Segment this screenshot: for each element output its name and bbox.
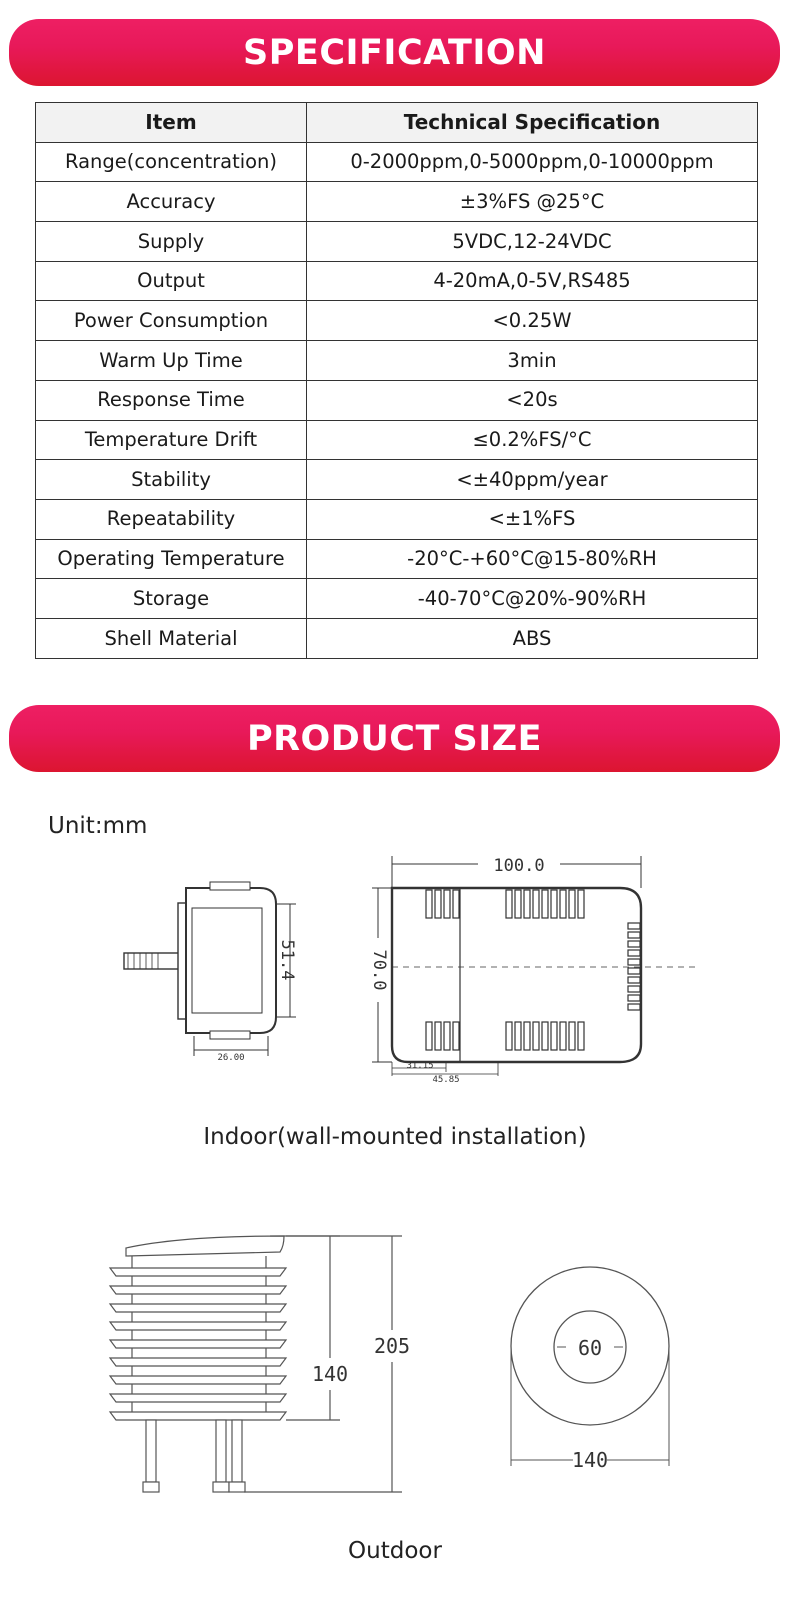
spec-value: ≤0.2%FS/°C [307,420,758,460]
unit-label: Unit:mm [48,813,148,839]
spec-item: Range(concentration) [36,142,307,182]
specification-table [35,102,758,659]
outdoor-dimension-drawing [0,1228,790,1518]
dim-total-height-label: 205 [373,1334,411,1358]
table-row [36,182,758,222]
table-row [36,420,758,460]
dim-side-height-label: 51.4 [277,939,297,981]
table-row [36,380,758,420]
dim-hole-offset-2-label: 45.85 [432,1075,460,1085]
spec-value: ABS [307,618,758,658]
specification-banner [9,19,780,86]
dim-inner-diameter-label: 60 [577,1336,603,1360]
table-header-row [36,103,758,143]
spec-item: Accuracy [36,182,307,222]
spec-value: -40-70°C@20%-90%RH [307,579,758,619]
outdoor-top-view [511,1267,669,1466]
indoor-caption: Indoor(wall-mounted installation) [203,1124,587,1150]
spec-item: Response Time [36,380,307,420]
table-row [36,142,758,182]
dim-height-label: 70.0 [369,949,389,991]
spec-item: Operating Temperature [36,539,307,579]
dim-body-height-label: 140 [311,1362,349,1386]
spec-item: Power Consumption [36,301,307,341]
product-size-title: PRODUCT SIZE [246,718,543,759]
dim-width-label: 100.0 [493,856,545,876]
indoor-dimension-drawing [0,850,790,1090]
header-item: Item [36,103,307,143]
spec-item: Stability [36,460,307,500]
table-row [36,261,758,301]
product-size-banner [9,705,780,772]
spec-item: Shell Material [36,618,307,658]
table-row [36,341,758,381]
spec-value: ±3%FS @25°C [307,182,758,222]
spec-value: <0.25W [307,301,758,341]
spec-value: 0-2000ppm,0-5000ppm,0-10000ppm [307,142,758,182]
spec-item: Supply [36,222,307,262]
table-row [36,579,758,619]
spec-value: <±1%FS [307,499,758,539]
dim-side-depth-label: 26.00 [217,1053,245,1063]
dim-hole-offset-1-label: 31.15 [406,1061,434,1071]
spec-item: Temperature Drift [36,420,307,460]
table-row [36,618,758,658]
spec-value: -20°C-+60°C@15-80%RH [307,539,758,579]
header-technical-specification: Technical Specification [307,103,758,143]
spec-value: 4-20mA,0-5V,RS485 [307,261,758,301]
outdoor-caption: Outdoor [348,1538,442,1564]
table-row [36,460,758,500]
table-row [36,499,758,539]
spec-value: 3min [307,341,758,381]
spec-item: Storage [36,579,307,619]
table-row [36,301,758,341]
specification-title: SPECIFICATION [243,32,546,73]
spec-item: Repeatability [36,499,307,539]
spec-value: <±40ppm/year [307,460,758,500]
spec-value: 5VDC,12-24VDC [307,222,758,262]
table-row [36,539,758,579]
spec-item: Output [36,261,307,301]
dim-outer-diameter-label: 140 [571,1448,609,1472]
table-row [36,222,758,262]
indoor-side-view [124,882,296,1056]
spec-item: Warm Up Time [36,341,307,381]
outdoor-side-view [110,1236,402,1492]
spec-value: <20s [307,380,758,420]
